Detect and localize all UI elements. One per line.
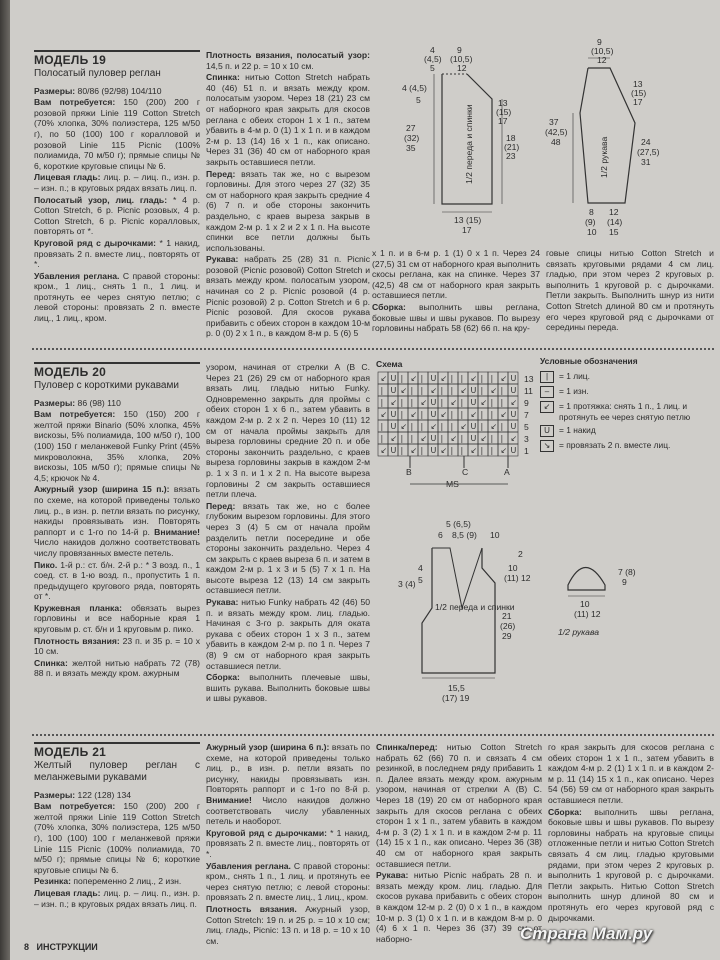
- dim: 5: [418, 575, 423, 585]
- text: выполнить плечевые швы, вшить рукава. Выполнить боковые швы и швы рукавов.: [206, 672, 370, 704]
- chart-symbol: |: [410, 422, 414, 431]
- dim: 18: [506, 133, 516, 143]
- chart-symbol: U: [470, 434, 477, 443]
- text: 150 (150) 200 г желтой пряжи Binario (50% хлопка, 45% вискозы, 5% полиамида, 100 м/50 г), 100 (100) 150 г меланжевой Funky Print (45% микроволокна, 35% хлопка, 20% вискозы, 105 м/50 г); прямые спицы № 4,5; крючок № 4.: [34, 409, 200, 483]
- chart-symbol: |: [450, 422, 454, 431]
- purl-symbol: –: [540, 386, 554, 398]
- arrow-label: C: [462, 467, 469, 477]
- chart-symbol: |: [440, 398, 444, 407]
- dim: (10,5): [450, 54, 473, 64]
- chart-symbol: |: [460, 374, 464, 383]
- text: вязать по схеме, на которой приведены только лиц. р., в изн. р. петли вязать по рисунку, накиды провязывать изн. Повторять раппорт и с 1-го по 8-й р.: [206, 742, 370, 795]
- text: лиц. р. – лиц. п., изн. р. – изн. п.; в круговых рядах вязать лиц. п.: [34, 172, 200, 193]
- text: го края закрыть для скосов реглана с обеих сторон 1 х 1 п., затем убавить в каждом 4-м р. 2 (1) 1 х 1 п. и в каждом 2-м р. 11 (14) 15 х 1 п., как описано. Через 54 (56) 59 см от наборного края закрыть оставшиеся петли.: [548, 742, 714, 805]
- chart-symbol: U: [510, 422, 517, 431]
- chart-symbol: ↙: [440, 446, 448, 455]
- dim: 4: [430, 45, 435, 55]
- chart-symbol: |: [500, 386, 504, 395]
- model-21-col2: [206, 742, 370, 947]
- chart-symbol: U: [510, 410, 517, 419]
- dim: 3 (4): [398, 579, 416, 589]
- chart-symbol: ↙: [510, 434, 518, 443]
- chart-symbol: |: [480, 422, 484, 431]
- chart-symbol: |: [450, 446, 454, 455]
- knit-symbol: |: [540, 371, 554, 383]
- chart-symbol: |: [490, 434, 494, 443]
- label: Спинка:: [206, 72, 240, 83]
- row-number: 9: [524, 398, 529, 408]
- dim: (21): [504, 142, 520, 152]
- chart-symbol: ↙: [460, 422, 468, 431]
- dim: 24: [641, 137, 651, 147]
- dim: 17: [462, 225, 472, 235]
- text: нитью Cotton Stretch набрать 62 (66) 70 п. и связать 4 см резинкой, в последнем ряду прибавить 1 п. Далее вязать между кром. ажурным узором, начиная от стрелки А (В) С. Через 18 (19) 20 см от наборного края закрыть для скосов реглана с обеих сторон 1 х 1 п., затем убавить в каждом 4-м р. 3 (2) 1 х 1 п. и в каждом 2-м р. 11 (14) 15 х 1 п., как описано. Через 36 (38) 40 см от наборного края закрыть оставшиеся петли.: [376, 742, 542, 869]
- text: Ажурный узор, Cotton Stretch: 19 п. и 25 р. = 10 х 10 см; лиц. гладь, Picnic: 13 п. и 18 р. = 10 х 10 см.: [206, 903, 370, 946]
- label: Сборка:: [372, 301, 406, 312]
- dim: (11) 12: [574, 609, 601, 619]
- legend-text: = 1 протяжка: снять 1 п., 1 лиц. и протянуть ее через снятую петлю: [559, 401, 691, 422]
- dim: 8,5 (9): [452, 530, 477, 540]
- dim: 5: [416, 95, 421, 105]
- chart-symbol: |: [410, 398, 414, 407]
- legend-text: = 1 накид: [559, 425, 596, 436]
- label: Рукава:: [206, 597, 239, 608]
- dim: 10: [587, 227, 597, 237]
- dim: 15,5: [448, 683, 465, 693]
- label: Рукава:: [206, 254, 239, 265]
- legend-text: = 1 лиц.: [559, 371, 590, 382]
- dim: 6: [438, 530, 443, 540]
- dim: (42,5): [545, 127, 568, 137]
- text: обвязать вырез горловины и все наборные края 1 круговым р. ст. б/н и 1 круговым р. пико.: [34, 602, 200, 635]
- text: вязать по схеме, на которой приведены только лиц. р., в изн. р. петли вязать по рисунку, накиды провязывать изн. Повторять раппорт и с 1-го по 14-й р.: [34, 484, 200, 537]
- legend-text: = провязать 2 п. вместе лиц.: [559, 440, 671, 451]
- dim: 17: [498, 116, 508, 126]
- chart-symbol: ↙: [500, 410, 508, 419]
- chart-symbol: ↙: [420, 398, 428, 407]
- chart-symbol: |: [450, 410, 454, 419]
- legend-item: [540, 386, 716, 398]
- text: Число накидов должно соответствовать числу провязанных вместе петель.: [34, 537, 200, 558]
- model-19-col4: [546, 248, 714, 334]
- dim: 37: [549, 117, 559, 127]
- label: Спинка/перед:: [376, 742, 438, 752]
- arrow-label: B: [406, 467, 412, 477]
- dim: 7 (8): [618, 567, 636, 577]
- text: * 4 р. Cotton Stretch, 6 р. Picnic розовых, 4 р. Cotton Stretch, 6 р. Picnic коралловых, повторять от *.: [34, 194, 200, 237]
- dim: 13: [498, 98, 508, 108]
- chart-symbol: |: [440, 386, 444, 395]
- model-20-sleeve-diagram: [560, 550, 670, 640]
- model-21-col4: [548, 742, 714, 924]
- text: желтой нитью набрать 72 (78) 88 п. и вязать между кром. ажурным: [34, 657, 200, 679]
- chart-symbol: |: [380, 398, 384, 407]
- chart-symbol: ↙: [510, 398, 518, 407]
- text: нитью Funky набрать 42 (46) 50 п. и вязать между кром. лиц. гладью. Начиная с 3-го р. закрыть для оката рукава с обеих сторон 1 х 3 п., затем убавить в каждом 2-м р. по 1 п. Через 7 (8) 9 см от наборного края закрыть оставшиеся петли.: [206, 597, 370, 671]
- text: нитью Cotton Stretch набрать 40 (46) 51 п. и вязать между кром. полосатым узором. Через 18 (21) 23 см от наборного края закрыть для скосов реглана с обеих сторон 1 х 1 п., затем убавить в 4-м р. 0 (1) 1 х 1 п. и в каждом 2-м р. 13 (14) 16 х 1 п., как описано. Через 31 (36) 40 см от наборного края закрыть оставшиеся петли.: [206, 72, 370, 167]
- chart-symbol: |: [480, 410, 484, 419]
- model-19-col2: [206, 50, 370, 340]
- text: вязать так же, но с более глубоким вырезом горловины. Для этого через 3 (4) 5 см от начала пройм разделить петли посередине и обе стороны закончить раздельно. Через 4 см закрыть с краев выреза 6 п. и затем в каждом 2-м р. 1 х 3 и 5 (5) 7 х 1 п. На высоте выреза 12 (13) 14 см закрыть оставшиеся петли.: [206, 500, 370, 596]
- row-number: 11: [524, 386, 533, 396]
- dim: 9: [622, 577, 627, 587]
- book-spine: [0, 0, 10, 960]
- text: 122 (128) 134: [75, 789, 132, 800]
- chart-symbol: |: [400, 446, 404, 455]
- dim: 9: [457, 45, 462, 55]
- chart-symbol: |: [500, 398, 504, 407]
- chart-symbol: |: [450, 374, 454, 383]
- slip-symbol: ↙: [540, 401, 554, 413]
- chart-symbol: U: [390, 422, 397, 431]
- page-number: 8: [24, 942, 30, 952]
- page-footer: [24, 942, 98, 952]
- dim: (27,5): [637, 147, 660, 157]
- chart-symbol: ↙: [490, 422, 498, 431]
- dim: 48: [551, 137, 561, 147]
- label: Плотность вязания:: [34, 635, 120, 646]
- text: 150 (200) 200 г желтой пряжи Linie 119 Cotton Stretch (70% хлопка, 30% полиэстера, 125 м/50 г), 100 (100) 100 г меланжевой пряжи Linie 115 Picnic (100% полиамида, 70 м/50 г); прямые спицы № 6; короткие круговые спицы № 6.: [34, 801, 200, 875]
- chart-symbol: |: [410, 386, 414, 395]
- chart-symbol: U: [430, 446, 437, 455]
- model-19-sleeve-diagram: [545, 38, 715, 248]
- chart-symbol: |: [380, 434, 384, 443]
- chart-symbol: ↙: [470, 446, 478, 455]
- text: говые спицы нитью Cotton Stretch и связать круговыми рядами 4 см лиц. гладью, при этом через 2 круговых р. выполнить 1 круговой р. с дырочками. Петли закрыть. Выполнить шнур из нити Cotton Stretch длиной 80 см и протянуть его через круговой ряд с дырочками от середины переда.: [546, 248, 714, 333]
- label: Сборка:: [548, 806, 582, 817]
- chart-symbol: ↙: [410, 410, 418, 419]
- label: Вам потребуется:: [34, 801, 116, 812]
- chart-symbol: ↙: [430, 386, 438, 395]
- legend-item: [540, 440, 716, 452]
- chart-symbol: U: [510, 446, 517, 455]
- chart-symbol: |: [490, 410, 494, 419]
- chart-symbol: |: [440, 434, 444, 443]
- text: 150 (200) 200 г розовой пряжи Linie 119 Cotton Stretch (70% хлопка, 30% полиэстера, 125 м/50 г), по 50 (100) 100 г коралловой и розовой Linie 115 Picnic (100% полиамида, 70 м/50 г); прямые спицы № 6, короткие круговые спицы № 6.: [34, 97, 200, 171]
- label: Ажурный узор (ширина 6 п.):: [206, 742, 330, 752]
- label: Размеры:: [34, 789, 76, 800]
- chart-symbol: ↙: [470, 374, 478, 383]
- yarn-over-symbol: U: [540, 425, 554, 437]
- dim: 8: [589, 207, 594, 217]
- chart-symbol: U: [470, 386, 477, 395]
- dim: (15): [496, 107, 512, 117]
- model-20-lace-chart: [372, 358, 538, 488]
- lace-grid: [372, 358, 538, 488]
- label: Кружевная планка:: [34, 602, 122, 613]
- model-19-subtitle: Полосатый пуловер реглан: [34, 67, 161, 79]
- model-19-col1: [34, 50, 200, 325]
- model-20-body-diagram: [390, 518, 540, 708]
- dim: 12: [609, 207, 619, 217]
- chart-symbol: ↙: [380, 446, 388, 455]
- label: Вам потребуется:: [34, 409, 116, 420]
- chart-symbol: |: [400, 398, 404, 407]
- legend: [540, 356, 716, 455]
- label: Ажурный узор (ширина 15 п.):: [34, 484, 170, 495]
- chart-symbol: |: [490, 446, 494, 455]
- row-number: 5: [524, 422, 529, 432]
- dim: 2: [518, 549, 523, 559]
- legend-item: [540, 401, 716, 422]
- model-20-title: МОДЕЛЬ 20: [34, 365, 107, 379]
- text: набрать 25 (28) 31 п. Picnic розовой (Picnic розовой) Cotton Stretch и вязать между кром. полосатым узором, начиная со 2 р. Picnic розовой (4 р. Picnic розовой) 2 р. Cotton Stretch и 6 р. Picnic розовой. Для скосов рукава прибавить с обеих сторон в каждом 10-м р. 0 (0) 2 х 1 п., в каждом 8-м р. 5 (6) 5: [206, 254, 370, 339]
- text: * 1 накид, провязать 2 п. вместе лиц., повторять от *.: [206, 827, 370, 859]
- chart-symbol: U: [390, 410, 397, 419]
- dim: (17) 19: [442, 693, 470, 703]
- model-19-title: МОДЕЛЬ 19: [34, 53, 107, 67]
- chart-symbol: ↙: [430, 422, 438, 431]
- diagram-label: 1/2 рукава: [599, 136, 609, 178]
- legend-item: [540, 425, 716, 437]
- chart-symbol: U: [390, 446, 397, 455]
- chart-symbol: |: [440, 422, 444, 431]
- chart-symbol: U: [470, 398, 477, 407]
- section-divider: [32, 734, 714, 736]
- chart-symbol: U: [390, 386, 397, 395]
- text: 14,5 п. и 22 р. = 10 х 10 см.: [206, 60, 314, 71]
- chart-symbol: U: [510, 386, 517, 395]
- label: Перед:: [206, 168, 236, 179]
- dim: 12: [597, 55, 607, 65]
- section-name: ИНСТРУКЦИИ: [36, 942, 98, 952]
- chart-symbol: |: [420, 422, 424, 431]
- chart-symbol: |: [460, 434, 464, 443]
- dim: 10: [508, 563, 518, 573]
- chart-symbol: ↙: [450, 398, 458, 407]
- chart-symbol: |: [490, 398, 494, 407]
- chart-symbol: |: [380, 386, 384, 395]
- dim: (26): [500, 621, 516, 631]
- chart-symbol: ↙: [480, 434, 488, 443]
- row-number: 7: [524, 410, 529, 420]
- chart-symbol: ↙: [440, 410, 448, 419]
- chart-symbol: ↙: [500, 374, 508, 383]
- text: Число накидов должно соответствовать числу убавленных петель и наоборот.: [206, 794, 370, 827]
- chart-symbol: ↙: [410, 446, 418, 455]
- repeat-label: MS: [446, 479, 459, 489]
- chart-symbol: U: [390, 374, 397, 383]
- dim: 13 (15): [454, 215, 482, 225]
- label: Полосатый узор, лиц. гладь:: [34, 194, 168, 205]
- chart-symbol: ↙: [440, 374, 448, 383]
- chart-symbol: ↙: [380, 374, 388, 383]
- dim: 9: [597, 37, 602, 47]
- dim: (9): [585, 217, 596, 227]
- diagram-label: 1/2 рукава: [558, 627, 600, 637]
- model-21-title: МОДЕЛЬ 21: [34, 745, 107, 759]
- model-19-body-diagram: [372, 44, 532, 244]
- legend-text: = 1 изн.: [559, 386, 589, 397]
- label: Резинка:: [34, 876, 71, 887]
- diagram-label: 1/2 переда и спинки: [435, 602, 515, 612]
- chart-symbol: ↙: [400, 386, 408, 395]
- dim: 10: [580, 599, 590, 609]
- chart-symbol: |: [420, 374, 424, 383]
- dim: 27: [406, 123, 416, 133]
- chart-symbol: |: [500, 434, 504, 443]
- dim: (4,5): [424, 54, 442, 64]
- chart-symbol: ↙: [390, 434, 398, 443]
- chart-title: Схема: [376, 359, 403, 369]
- chart-symbol: U: [430, 410, 437, 419]
- dim: 31: [641, 157, 651, 167]
- chart-symbol: |: [400, 410, 404, 419]
- text: * 1 накид, провязать 2 п. вместе лиц., повторять от *.: [34, 237, 200, 270]
- chart-symbol: |: [460, 398, 464, 407]
- label: Внимание!: [154, 526, 200, 537]
- dim: 21: [502, 611, 512, 621]
- arrow-label: A: [504, 467, 510, 477]
- chart-symbol: ↙: [470, 410, 478, 419]
- model-20-subtitle: Пуловер с короткими рукавами: [34, 379, 179, 391]
- text: попеременно 2 лиц., 2 изн.: [71, 876, 182, 887]
- chart-symbol: |: [420, 410, 424, 419]
- chart-symbol: |: [410, 434, 414, 443]
- diagram-label: 1/2 переда и спинки: [464, 104, 474, 184]
- chart-symbol: ↙: [450, 434, 458, 443]
- chart-symbol: U: [470, 422, 477, 431]
- chart-symbol: ↙: [500, 446, 508, 455]
- chart-symbol: ↙: [390, 398, 398, 407]
- label: Круговой ряд с дырочками:: [34, 237, 156, 248]
- model-21-col3: [376, 742, 542, 945]
- chart-symbol: ↙: [480, 398, 488, 407]
- dim: 5 (6,5): [446, 519, 471, 529]
- label: Плотность вязания.: [206, 903, 297, 914]
- dim: 23: [506, 151, 516, 161]
- label: Убавления реглана.: [206, 860, 291, 871]
- chart-symbol: ↙: [380, 410, 388, 419]
- label: Перед:: [206, 500, 236, 511]
- legend-title: Условные обозначения: [540, 356, 638, 366]
- label: Лицевая гладь:: [34, 172, 101, 183]
- dim: 12: [457, 63, 467, 73]
- chart-symbol: |: [480, 386, 484, 395]
- chart-symbol: |: [490, 374, 494, 383]
- dim: (15): [631, 88, 647, 98]
- text: 80/86 (92/98) 104/110: [75, 85, 162, 96]
- dim: 15: [609, 227, 619, 237]
- chart-symbol: |: [450, 386, 454, 395]
- text: выполнить швы реглана, боковые швы и швы рукавов. По вырезу горловины набрать 58 (62) 66 п. на кру-: [372, 301, 540, 334]
- chart-symbol: U: [430, 398, 437, 407]
- chart-symbol: ↙: [490, 386, 498, 395]
- label: Убавления реглана.: [34, 270, 120, 281]
- chart-symbol: ↙: [400, 422, 408, 431]
- chart-symbol: ↙: [420, 434, 428, 443]
- text: 23 п. и 35 р. = 10 х 10 см.: [34, 635, 200, 657]
- section-divider: [32, 348, 714, 350]
- chart-symbol: |: [480, 446, 484, 455]
- text: лиц. р. – лиц. п., изн. р. – изн. п.; в круговых рядах вязать лиц. п.: [34, 887, 200, 909]
- label: Спинка:: [34, 657, 68, 668]
- chart-symbol: |: [460, 446, 464, 455]
- chart-symbol: ↙: [460, 386, 468, 395]
- label: Плотность вязания, полосатый узор:: [206, 50, 370, 60]
- dim: (32): [404, 133, 420, 143]
- text: 86 (98) 110: [75, 397, 121, 408]
- dim: 29: [502, 631, 512, 641]
- dim: (10,5): [591, 46, 614, 56]
- dim: 4: [418, 563, 423, 573]
- dim: 35: [406, 143, 416, 153]
- label: Размеры:: [34, 397, 76, 408]
- chart-symbol: |: [400, 374, 404, 383]
- chart-symbol: |: [480, 374, 484, 383]
- text: х 1 п. и в 6-м р. 1 (1) 0 х 1 п. Через 24 (27,5) 31 см от наборного края выполнить скосы реглана, как на спинке. Через 37 (42,5) 48 см от наборного края закрыть оставшиеся петли.: [372, 248, 540, 301]
- text: вязать так же, но с вырезом горловины. Для этого через 27 (32) 35 см от наборного края закрыть средние 4 (6) 7 п. и обе стороны закончить раздельно, с краев выреза закрыв в каждом 2-м р. 1 х 2 и 2 х 1 п. На высоте спинки все петли должны быть использованы.: [206, 168, 370, 253]
- chart-symbol: U: [510, 374, 517, 383]
- chart-symbol: U: [430, 434, 437, 443]
- dim: (14): [607, 217, 623, 227]
- row-number: 13: [524, 374, 534, 384]
- chart-symbol: |: [380, 422, 384, 431]
- dim: (11) 12: [504, 573, 531, 583]
- model-20-col2: [206, 362, 370, 705]
- legend-item: [540, 371, 716, 383]
- label: Лицевая гладь:: [34, 887, 101, 898]
- dim: 13: [633, 79, 643, 89]
- model-20-col1: [34, 362, 200, 680]
- row-number: 3: [524, 434, 529, 444]
- model-21-col1: [34, 742, 200, 910]
- watermark-logo: Страна Мам.ру: [520, 924, 653, 943]
- dim: 10: [490, 530, 500, 540]
- chart-symbol: |: [500, 422, 504, 431]
- dim: 17: [633, 97, 643, 107]
- chart-symbol: ↙: [410, 374, 418, 383]
- label: Размеры:: [34, 85, 76, 96]
- label: Пико.: [34, 559, 58, 570]
- text: узором, начиная от стрелки А (В С. Через 21 (26) 29 см от наборного края вязать лиц. гладью нитью Funky. Одновременно закрыть для проймы с обеих сторон 1 х 6 п., затем убавить в каждом 2-м р. 2 х 2 п. Через 10 (11) 12 см от начала проймы закрыть для выреза горловины средние 20 п. и обе стороны закончить раздельно, с краев выреза горловины закрыв в каждом 2-м р. 1 х 3 п. и 1 х 2 п. На высоте выреза горловины 2 см закрыть оставшиеся петли плеча.: [206, 362, 370, 500]
- dim: 4 (4,5): [402, 83, 427, 93]
- chart-symbol: U: [430, 374, 437, 383]
- chart-symbol: |: [420, 386, 424, 395]
- chart-symbol: |: [460, 410, 464, 419]
- model-19-col3: [372, 248, 540, 335]
- label: Внимание!: [206, 794, 252, 805]
- text: 1-й р.: ст. б/н. 2-й р.: * 3 возд. п., 1 соед. ст. в 1-ю возд. п., пропустить 1 п. предыдущего кругового ряда, повторять от *.: [34, 559, 200, 602]
- label: Круговой ряд с дырочками:: [206, 827, 327, 838]
- text: С правой стороны: кром., 1 лиц., снять 1 п., 1 лиц. и протянуть ее через снятую петлю; с левой стороны: провязать 2 п. вместе лиц., 1 лиц., кром.: [34, 270, 200, 324]
- row-number: 1: [524, 446, 529, 456]
- dim: 5: [430, 63, 435, 73]
- label: Сборка:: [206, 672, 240, 683]
- text: нитью Picnic набрать 28 п. и вязать между кром. лиц. гладью. Для скосов рукава прибавить с обеих сторон в каждом 12-м р. 2 (0) 0 х 1 п., в каждом 10-м р. 3 (1) 0 х 1 п. и в каждом 8-м р. 0 (4) 6 х 1 п. Через 36 (37) 39 см от наборно-: [376, 870, 542, 944]
- model-21-subtitle: Желтый пуловер реглан с меланжевыми рукавами: [34, 759, 200, 783]
- magazine-page: [10, 0, 720, 960]
- chart-symbol: |: [420, 446, 424, 455]
- text: С правой стороны: кром., снять 1 п., 1 лиц. и протянуть ее через снятую петлю; с левой стороны: провязать 2 п. вместе лиц., 1 лиц., кром.: [206, 860, 370, 903]
- text: выполнить швы реглана, боковые швы и швы рукавов. По вырезу горловины набрать на круговые спицы отложенные петли и нитью Cotton Stretch связать 4 см лиц. гладью круговыми рядами, при этом через 2 круговых р. выполнить 1 круговой р. с дырочками. Петли закрыть. Нитью Cotton Stretch выполнить шнур длиной 80 см и протянуть его через круговой ряд с дырочками.: [548, 806, 714, 923]
- label: Рукава:: [376, 870, 409, 881]
- label: Вам потребуется:: [34, 97, 116, 108]
- chart-symbol: |: [400, 434, 404, 443]
- k2tog-symbol: ↘: [540, 440, 554, 452]
